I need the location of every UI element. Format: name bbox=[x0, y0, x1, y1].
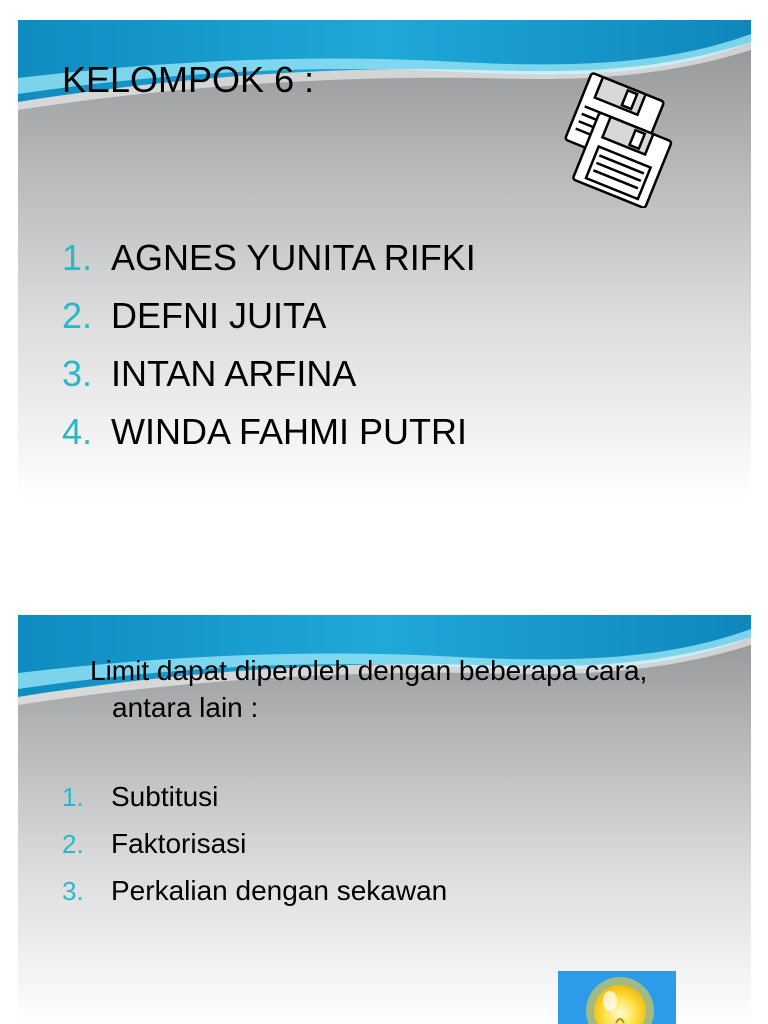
list-item bbox=[62, 877, 447, 924]
page-title: KELOMPOK 6 : bbox=[62, 59, 315, 100]
member-list bbox=[62, 237, 476, 472]
list-item bbox=[62, 353, 476, 414]
list-item bbox=[62, 411, 476, 472]
floppy-disks-icon bbox=[553, 60, 688, 208]
light-bulb-icon bbox=[558, 971, 676, 1024]
list-number: 1. bbox=[62, 782, 84, 812]
method-text: Perkalian dengan sekawan bbox=[111, 875, 448, 906]
member-name: INTAN ARFINA bbox=[111, 353, 357, 394]
method-text: Subtitusi bbox=[111, 781, 219, 812]
slide-limit-methods bbox=[18, 615, 751, 1024]
list-number: 4. bbox=[62, 411, 93, 452]
list-number: 2. bbox=[62, 829, 84, 859]
slide-kelompok bbox=[18, 20, 751, 500]
member-name: AGNES YUNITA RIFKI bbox=[111, 237, 476, 278]
list-number: 3. bbox=[62, 353, 93, 394]
member-name: WINDA FAHMI PUTRI bbox=[111, 411, 468, 452]
list-number: 1. bbox=[62, 237, 93, 278]
list-item bbox=[62, 783, 447, 830]
intro-text: Limit dapat diperoleh dengan beberapa cara, antara lain : bbox=[90, 655, 648, 723]
list-number: 2. bbox=[62, 295, 93, 336]
list-item bbox=[62, 295, 476, 356]
list-item bbox=[62, 830, 447, 877]
list-number: 3. bbox=[62, 876, 84, 906]
method-list bbox=[62, 783, 447, 924]
method-text: Faktorisasi bbox=[111, 828, 247, 859]
member-name: DEFNI JUITA bbox=[111, 295, 327, 336]
list-item bbox=[62, 237, 476, 298]
